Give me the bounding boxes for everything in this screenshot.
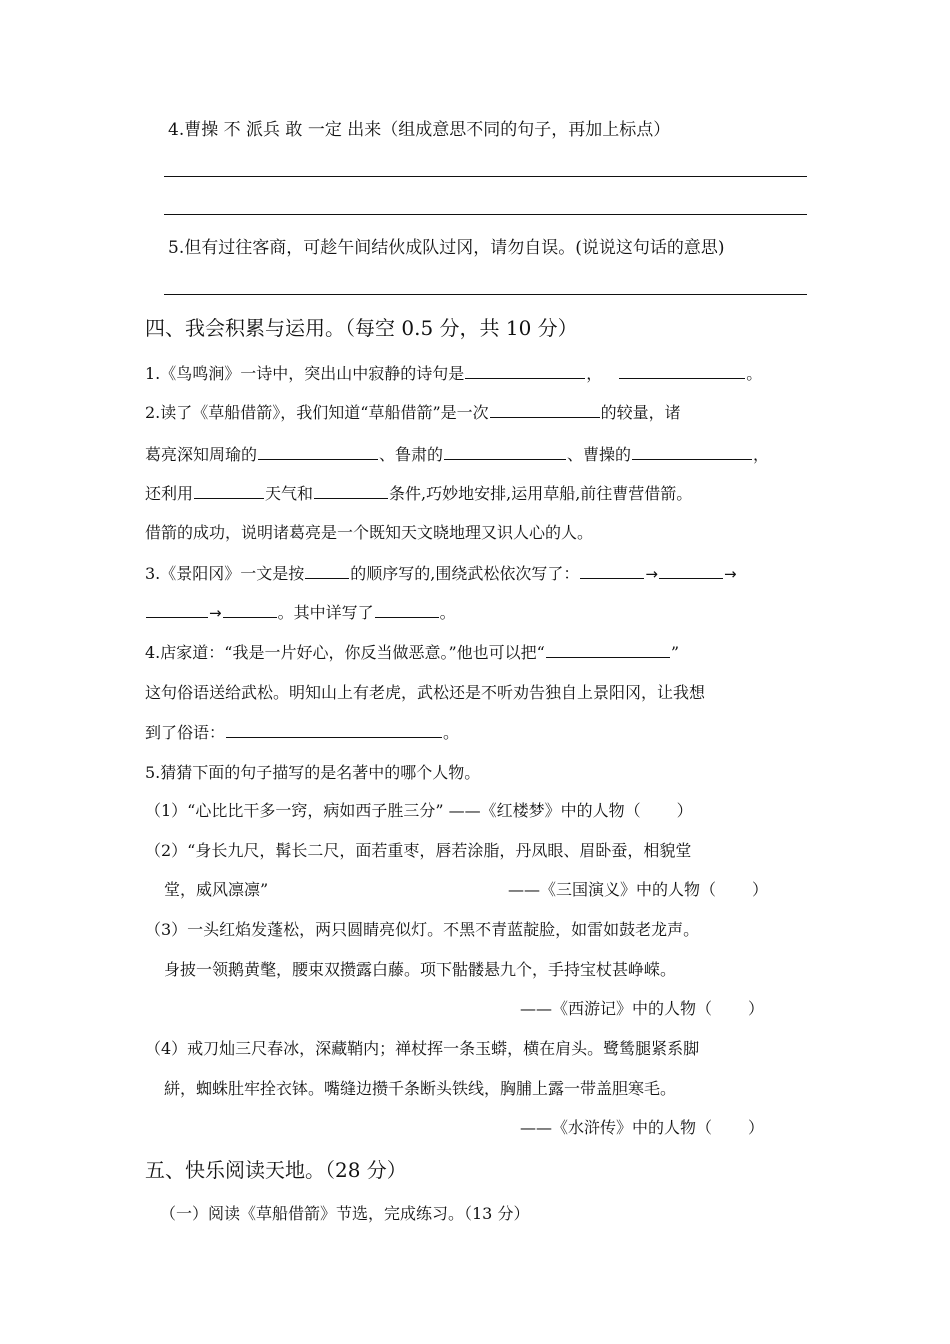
p4-q5-2a: （2）“身长九尺，髯长二尺，面若重枣，唇若涂脂，丹凤眼、眉卧蚕，相貌堂 (145, 841, 692, 860)
answer-line[interactable] (164, 214, 807, 215)
blank-field[interactable] (146, 603, 208, 618)
blank-field[interactable] (619, 364, 745, 379)
arrow-icon: → (209, 604, 222, 622)
blank-field[interactable] (632, 445, 752, 460)
q5-3-source: ——《西游记》中的人物（ (520, 999, 713, 1018)
blank-field[interactable] (226, 723, 442, 738)
section-4-heading: 四、我会积累与运用。（每空 0.5 分，共 10 分） (145, 316, 578, 340)
p4-q4-line3 (145, 720, 459, 743)
p4-q2-line2 (145, 442, 769, 465)
p4-q3-line2 (145, 600, 456, 623)
blank-field[interactable] (490, 403, 600, 418)
q3-4-prompt: 4.曹操 不 派兵 敢 一定 出来（组成意思不同的句子，再加上标点） (168, 120, 671, 140)
p4-q5-3a: （3）一头红焰发蓬松，两只圆睛亮似灯。不黑不青蓝靛脸，如雷如鼓老龙声。 (145, 920, 700, 939)
p4-q2-line3 (145, 481, 692, 504)
blank-field[interactable] (580, 564, 644, 579)
q1-period: 。 (746, 364, 763, 383)
paren-close: ） (748, 999, 765, 1018)
q4-text: 4.店家道：“我是一片好心，你反当做恶意。”他也可以把“ (145, 643, 545, 662)
q5-2-source: ——《三国演义》中的人物（ (508, 880, 717, 899)
q4-text: ” (670, 643, 679, 662)
q4-text: 到了俗语： (145, 723, 226, 742)
arrow-icon: → (723, 565, 737, 583)
blank-field[interactable] (305, 564, 349, 579)
p4-q4-line2: 这句俗语送给武松。明知山上有老虎，武松还是不听劝告独自上景阳冈，让我想 (145, 683, 706, 702)
q2-text: 还利用 (145, 484, 194, 503)
blank-field[interactable] (314, 484, 388, 499)
q3-5-prompt: 5.但有过往客商，可趁午间结伙成队过冈，请勿自误。(说说这句话的意思) (168, 238, 725, 258)
p4-q5-3b: 身披一领鹅黄氅，腰束双攒露白藤。项下骷髅悬九个，手持宝杖甚峥嵘。 (164, 960, 677, 979)
section-5-sub1: （一）阅读《草船借箭》节选，完成练习。（13 分） (160, 1204, 530, 1223)
q3-text: 的顺序写的,围绕武松依次写了： (350, 564, 580, 583)
q2-text: 、鲁肃的 (379, 445, 444, 464)
q5-4-source: ——《水浒传》中的人物（ (520, 1118, 713, 1137)
p4-q5-2c (508, 877, 768, 900)
q2-text: 天气和 (265, 484, 314, 503)
q3-text: 3.《景阳冈》一文是按 (145, 564, 305, 583)
p4-q5-title: 5.猜猜下面的句子描写的是名著中的哪个人物。 (145, 763, 481, 782)
q1-text: 1.《鸟鸣涧》一诗中，突出山中寂静的诗句是 (145, 364, 465, 383)
q3-text: 。 (439, 603, 456, 622)
blank-field[interactable] (223, 603, 277, 618)
paren-close: ） (748, 1118, 765, 1137)
q3-text: 。其中详写了 (277, 603, 374, 622)
p4-q5-1 (145, 798, 693, 821)
q2-text: 2.读了《草船借箭》，我们知道“草船借箭”是一次 (145, 403, 489, 422)
q2-text: 葛亮深知周瑜的 (145, 445, 258, 464)
p4-q2-line1 (145, 400, 681, 423)
p4-q5-3c (520, 996, 764, 1019)
blank-field[interactable] (258, 445, 378, 460)
q2-text: 的较量，诸 (600, 403, 681, 422)
p4-q5-4b: 絣，蜘蛛肚牢拴衣钵。嘴缝边攒千条断头铁线，胸脯上露一带盖胆寒毛。 (164, 1079, 677, 1098)
q2-text: ， (753, 445, 770, 464)
answer-line[interactable] (164, 294, 807, 295)
q4-text: 。 (443, 723, 460, 742)
p4-q2-line4: 借箭的成功，说明诸葛亮是一个既知天文晓地理又识人心的人。 (145, 523, 594, 542)
blank-field[interactable] (375, 603, 439, 618)
p4-q1 (145, 361, 762, 384)
section-5-heading: 五、快乐阅读天地。（28 分） (145, 1158, 407, 1182)
p4-q3-line1 (145, 561, 737, 584)
q2-text: 、曹操的 (567, 445, 632, 464)
blank-field[interactable] (465, 364, 585, 379)
q5-1-text: （1）“心比比干多一窍，病如西子胜三分” ——《红楼梦》中的人物（ (145, 801, 641, 820)
arrow-icon: → (645, 565, 658, 583)
blank-field[interactable] (659, 564, 723, 579)
paren-close: ） (752, 880, 769, 899)
q2-text: 条件,巧妙地安排,运用草船,前往曹营借箭。 (389, 484, 693, 503)
p4-q5-4c (520, 1115, 764, 1138)
p4-q4-line1 (145, 640, 679, 663)
blank-field[interactable] (546, 643, 670, 658)
p4-q5-4a: （4）戒刀灿三尺春冰，深藏鞘内；禅杖挥一条玉蟒，横在肩头。鹭鸶腿紧系脚 (145, 1039, 700, 1058)
answer-line[interactable] (164, 176, 807, 177)
p4-q5-2b: 堂，威风凛凛” (164, 880, 269, 899)
paren-close: ） (676, 801, 693, 820)
blank-field[interactable] (444, 445, 566, 460)
blank-field[interactable] (194, 484, 264, 499)
q1-comma: ， (586, 364, 603, 383)
